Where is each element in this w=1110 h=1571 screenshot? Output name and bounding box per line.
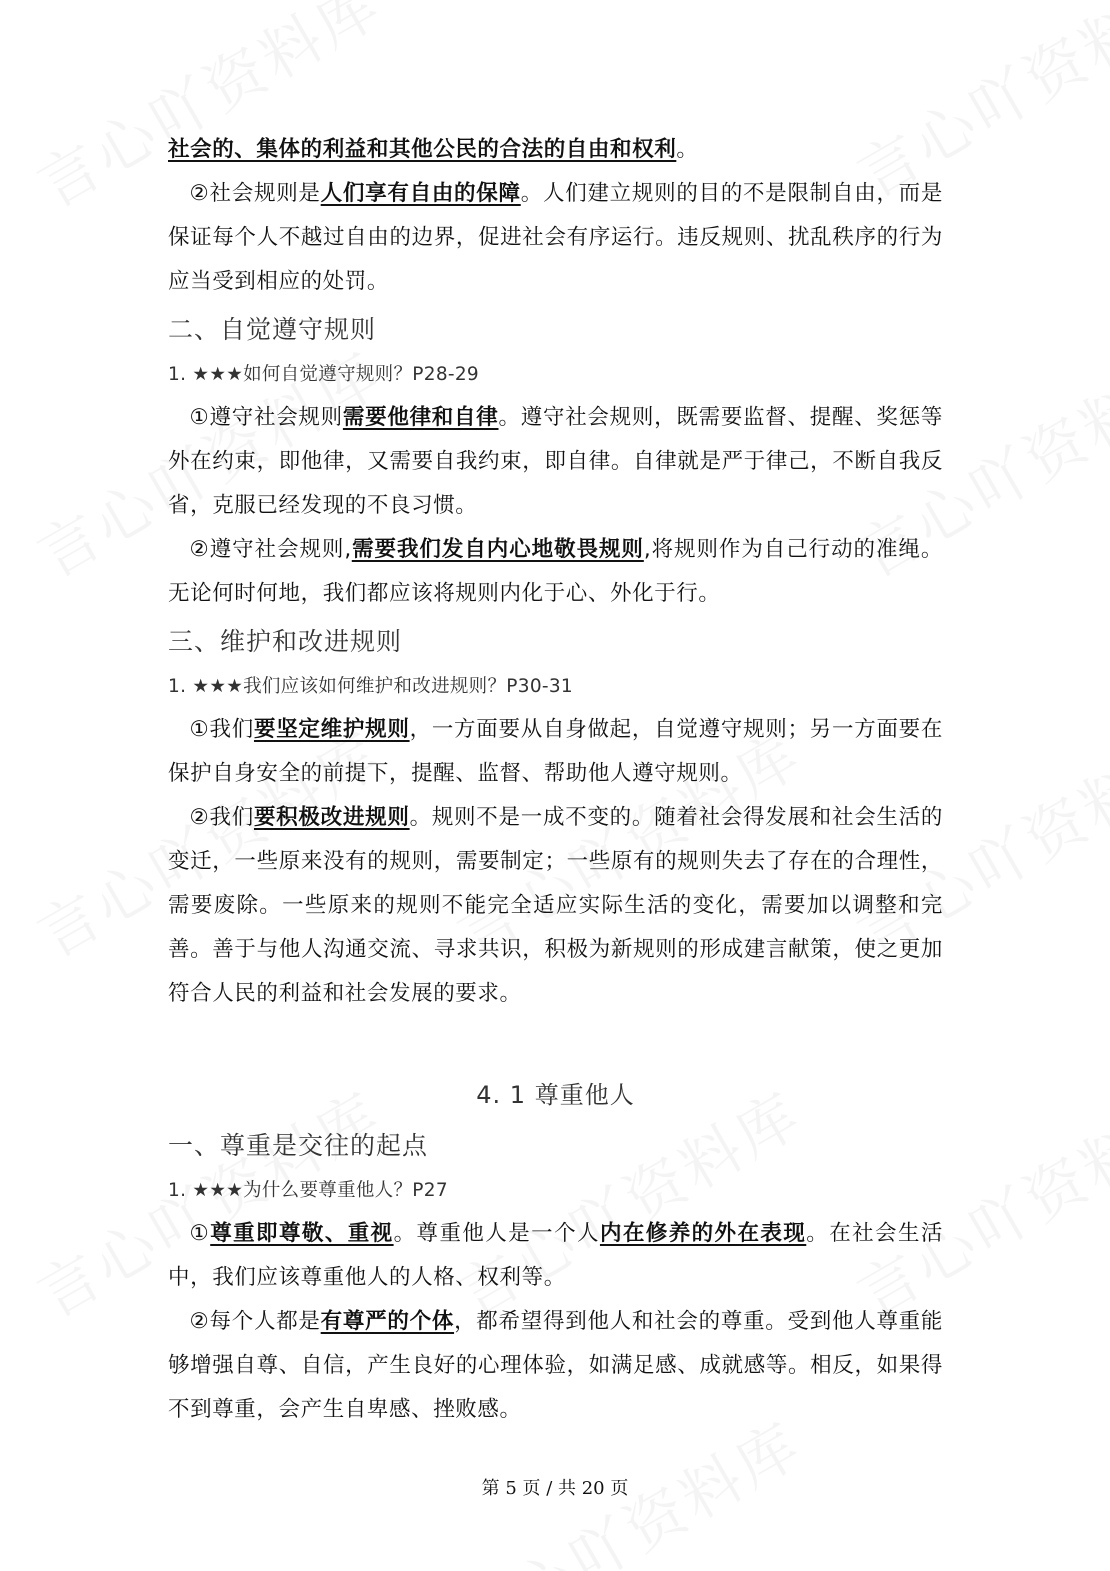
text-run: ②社会规则是 [189,181,321,206]
key-phrase: 内在修养的外在表现 [599,1221,807,1246]
section-heading: 一、尊重是交往的起点 [168,1131,429,1160]
key-phrase: 要坚定维护规则 [253,717,410,742]
section-heading: 二、自觉遵守规则 [168,315,377,344]
key-phrase: 社会的、集体的利益和其他公民的合法的自由和权利 [168,137,677,162]
question-heading: 1. ★★★为什么要尊重他人？P27 [168,1180,448,1201]
text-run: 。尊重他人是一个人 [393,1221,600,1246]
paragraph [168,128,943,172]
text-run: 。人们建立规则的目的不是限制自由，而是保证每个人不越过自由的边界，促进社会有序运行。违反规则、扰乱秩序的行为应当受到相应的处罚。 [168,181,944,294]
paragraph [168,796,943,1016]
question-heading: 1. ★★★我们应该如何维护和改进规则？P30-31 [168,676,573,697]
text-run: ②每个人都是 [189,1309,321,1334]
key-phrase: 尊重即尊敬、重视 [210,1221,394,1246]
paragraph [168,708,943,796]
paragraph [168,1300,943,1432]
page-footer: 第 5 页 / 共 20 页 [481,1478,629,1499]
paragraph [168,528,943,616]
text-run: 。规则不是一成不变的。随着社会得发展和社会生活的变迁，一些原来没有的规则，需要制定；一些原有的规则失去了存在的合理性，需要废除。一些原来的规则不能完全适应实际生活的变化，需要加以调整和完善。善于与他人沟通交流、寻求共识，积极为新规则的形成建言献策，使之更加符合人民的利益和社会发展的要求。 [168,805,944,1006]
text-run: ,将规则作为自己行动的准绳。无论何时何地，我们都应该将规则内化于心、外化于行。 [168,537,943,606]
text-run: 。 [676,137,699,162]
text-run: ，一方面要从自身做起，自觉遵守规则；另一方面要在保护自身安全的前提下，提醒、监督、帮助他人遵守规则。 [168,717,944,786]
key-phrase: 要积极改进规则 [253,805,410,830]
key-phrase: 有尊严的个体 [320,1309,455,1334]
paragraph [168,172,943,304]
chapter-title: 4. 1 尊重他人 [476,1081,635,1109]
paragraph [168,396,943,528]
text-run: ①我们 [189,717,254,742]
section-heading: 三、维护和改进规则 [168,627,403,656]
text-run: ②遵守社会规则, [189,537,352,562]
text-run: 。在社会生活中，我们应该尊重他人的人格、权利等。 [168,1221,943,1290]
document-body [168,128,943,1432]
text-run: ，都希望得到他人和社会的尊重。受到他人尊重能够增强自尊、自信，产生良好的心理体验，如满足感、成就感等。相反，如果得不到尊重，会产生自卑感、挫败感。 [168,1309,944,1422]
key-phrase: 人们享有自由的保障 [320,181,521,206]
text-run: ①遵守社会规则 [189,405,343,430]
paragraph [168,1212,943,1300]
text-run: 。遵守社会规则，既需要监督、提醒、奖惩等外在约束，即他律，又需要自我约束，即自律。自律就是严于律己，不断自我反省，克服已经发现的不良习惯。 [168,405,943,518]
question-heading: 1. ★★★如何自觉遵守规则？P28-29 [168,364,479,385]
key-phrase: 需要他律和自律 [342,405,499,430]
text-run: ②我们 [189,805,254,830]
text-run: ① [189,1221,211,1246]
key-phrase: 需要我们发自内心地敬畏规则 [351,537,644,562]
